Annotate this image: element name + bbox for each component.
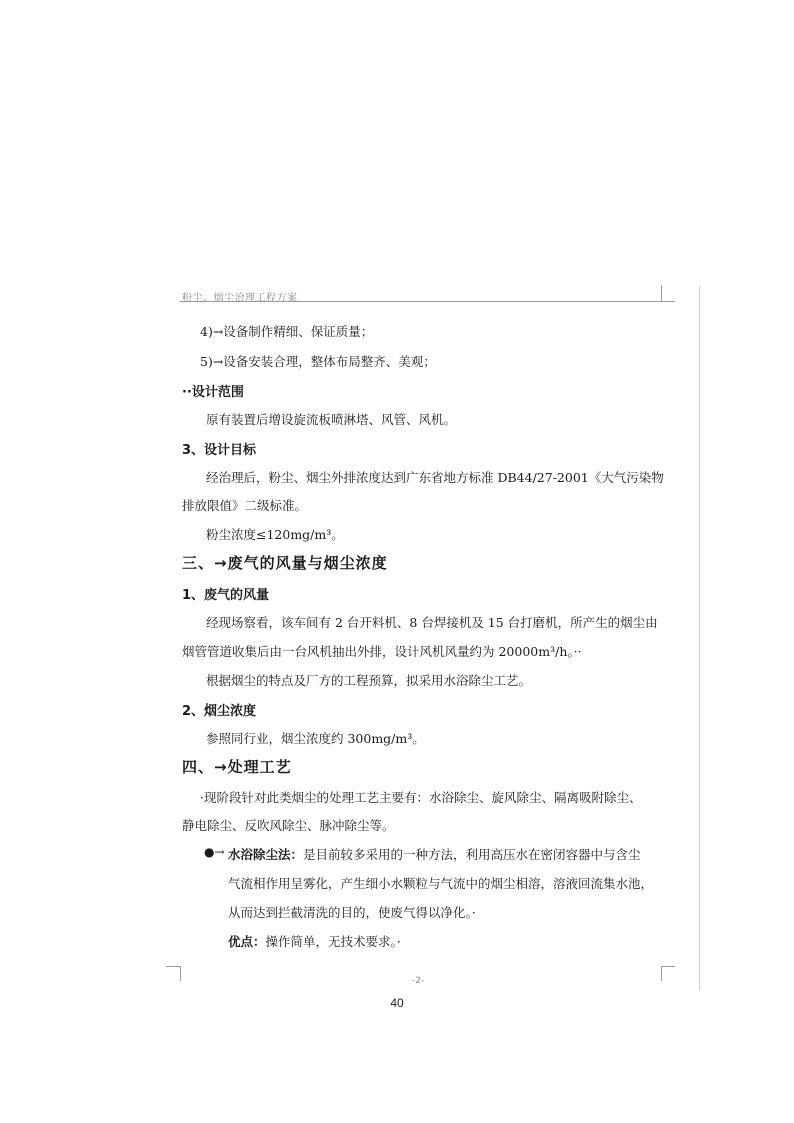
paragraph-goal-line-2: 排放限值》二级标准。 bbox=[182, 498, 308, 513]
bullet-water-bath-line-3: 从而达到拦截清洗的目的，使废气得以净化。· bbox=[228, 905, 476, 920]
list-item-5: 5)→设备安装合理，整体布局整齐、美观； bbox=[200, 354, 436, 369]
chapter-heading-3: 三、→废气的风量与烟尘浓度 bbox=[182, 554, 388, 572]
section-heading-smoke-concentration: 2、烟尘浓度 bbox=[182, 704, 257, 719]
paragraph-scope: 原有装置后增设旋流板喷淋塔、风管、风机。 bbox=[206, 412, 457, 427]
footer-page-number: 40 bbox=[390, 996, 404, 1010]
chapter-heading-4: 四、→处理工艺 bbox=[182, 758, 292, 776]
paragraph-process-choice: 根据烟尘的特点及厂方的工程预算，拟采用水浴除尘工艺。 bbox=[206, 673, 532, 688]
paragraph-goal-line-1: 经治理后，粉尘、烟尘外排浓度达到广东省地方标准 DB44/27-2001《大气污染物 bbox=[206, 470, 664, 485]
crop-mark-bottom-right-vertical bbox=[661, 966, 662, 981]
crop-mark-bottom-left bbox=[166, 966, 180, 967]
running-header: 粉尘、烟尘治理工程方案 bbox=[182, 293, 298, 304]
section-heading-air-volume: 1、废气的风量 bbox=[182, 588, 270, 603]
list-item-4: 4)→设备制作精细、保证质量； bbox=[200, 324, 374, 339]
paragraph-dust-concentration: 粉尘浓度≤120mg/m³。 bbox=[206, 527, 344, 542]
crop-mark-bottom-left-vertical bbox=[180, 966, 181, 981]
paragraph-methods-line-1: ·现阶段针对此类烟尘的处理工艺主要有：水浴除尘、旋风除尘、隔离吸附除尘、 bbox=[200, 790, 642, 805]
advantages-desc: 操作简单，无技术要求。· bbox=[265, 934, 401, 949]
term-water-bath-desc: 是目前较多采用的一种方法，利用高压水在密闭容器中与含尘 bbox=[303, 847, 641, 862]
paragraph-air-volume-line-1: 经现场察看，该车间有 2 台开料机、8 台焊接机及 15 台打磨机，所产生的烟尘由 bbox=[206, 615, 658, 630]
crop-mark-bottom-right bbox=[661, 966, 675, 967]
paragraph-methods-line-2: 静电除尘、反吹风除尘、脉冲除尘等。 bbox=[182, 818, 395, 833]
term-water-bath: 水浴除尘法： bbox=[228, 847, 304, 862]
crop-mark-top-right bbox=[661, 301, 675, 302]
inner-page-number: -2- bbox=[412, 976, 425, 986]
page-edge-line bbox=[699, 286, 700, 990]
paragraph-smoke-concentration: 参照同行业，烟尘浓度约 300mg/m³。 bbox=[206, 731, 425, 746]
bullet-water-bath-line-2: 气流相作用呈雾化，产生细小水颗粒与气流中的烟尘相溶，溶液回流集水池， bbox=[228, 876, 654, 891]
section-heading-design-scope: ··设计范围 bbox=[182, 385, 244, 400]
header-divider bbox=[180, 301, 661, 302]
bullet-icon: ●→ bbox=[204, 845, 225, 859]
bullet-water-bath-line-1 bbox=[228, 845, 641, 863]
term-advantages: 优点： bbox=[228, 934, 266, 949]
crop-mark-top-right-vertical bbox=[661, 285, 662, 301]
advantages-line bbox=[228, 932, 401, 950]
section-heading-design-goal: 3、设计目标 bbox=[182, 443, 257, 458]
paragraph-air-volume-line-2: 烟管管道收集后由一台风机抽出外排，设计风机风量约为 20000m³/h。·· bbox=[182, 644, 582, 659]
